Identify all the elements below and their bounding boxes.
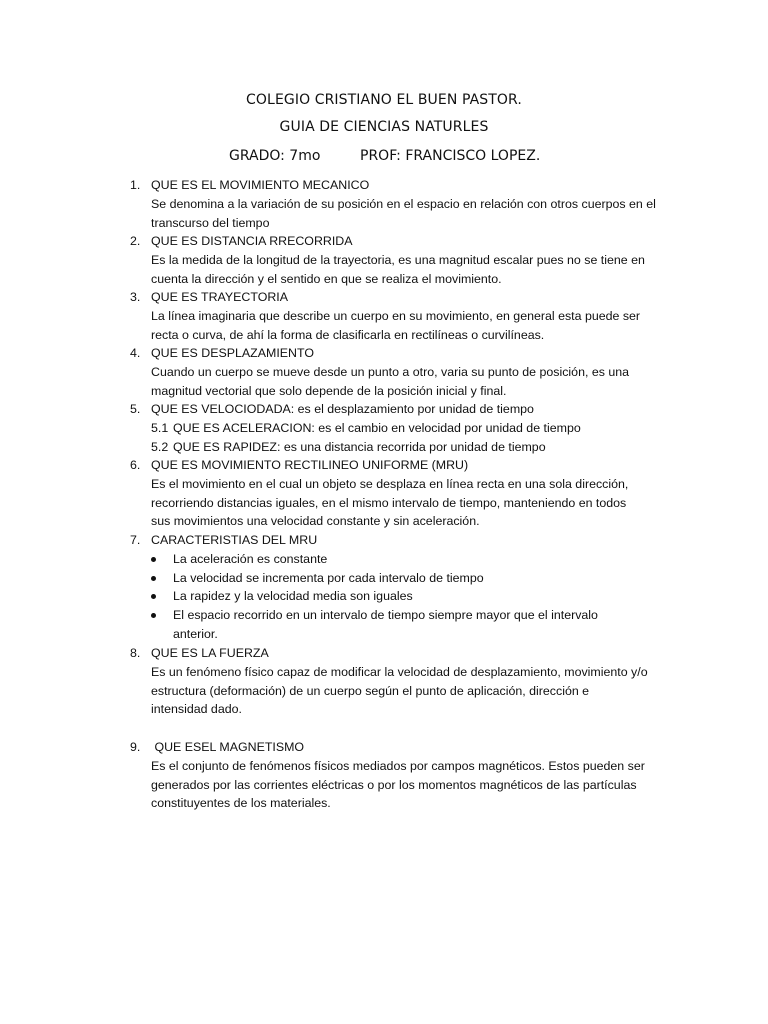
sub-item-5-2 bbox=[151, 438, 670, 457]
bullet-text: El espacio recorrido en un intervalo de tiempo siempre mayor que el intervalo anterior. bbox=[173, 608, 598, 641]
bullet-text: La aceleración es constante bbox=[173, 551, 328, 566]
item-line: Es el conjunto de fenómenos físicos mediados por campos magnéticos. Estos pueden ser bbox=[151, 758, 645, 773]
item-title: QUE ES DESPLAZAMIENTO bbox=[151, 346, 314, 360]
school-name: COLEGIO CRISTIANO EL BUEN PASTOR. bbox=[246, 92, 522, 108]
guide-title: GUIA DE CIENCIAS NATURLES bbox=[279, 119, 489, 135]
item-line: La línea imaginaria que describe un cuerpo en su movimiento, en general esta puede ser bbox=[151, 308, 641, 323]
item-line: Es un fenómeno físico capaz de modificar la velocidad de desplazamiento, movimiento y/o bbox=[151, 664, 648, 679]
item-number: 5. bbox=[130, 402, 141, 416]
item-title: QUE ES TRAYECTORIA bbox=[151, 290, 289, 304]
item-number: 3. bbox=[130, 290, 141, 304]
sub-item-number: 5.1 bbox=[151, 420, 169, 435]
list-item-7 bbox=[130, 531, 670, 644]
item-line: cuenta la dirección y el sentido en que se realiza el movimiento. bbox=[151, 271, 502, 286]
item-number: 9. bbox=[130, 740, 141, 754]
bullet-icon bbox=[151, 576, 156, 581]
item-title: QUE ESEL MAGNETISMO bbox=[151, 740, 305, 754]
item-line: magnitud vectorial que solo depende de la posición inicial y final. bbox=[151, 383, 507, 398]
bullet-item bbox=[151, 606, 670, 644]
item-line: transcurso del tiempo bbox=[151, 215, 270, 230]
characteristics-list bbox=[151, 550, 670, 644]
bullet-icon bbox=[151, 557, 156, 562]
bullet-icon bbox=[151, 594, 156, 599]
sub-item-text: QUE ES RAPIDEZ: es una distancia recorrida por unidad de tiempo bbox=[173, 439, 546, 454]
sub-item-number: 5.2 bbox=[151, 439, 169, 454]
item-title: QUE ES MOVIMIENTO RECTILINEO UNIFORME (MRU) bbox=[151, 458, 469, 472]
item-title: QUE ES LA FUERZA bbox=[151, 646, 269, 660]
list-item-9 bbox=[130, 738, 670, 813]
item-number: 1. bbox=[130, 178, 141, 192]
list-item-5 bbox=[130, 400, 670, 456]
item-title: QUE ES VELOCIODADA: es el desplazamiento por unidad de tiempo bbox=[151, 402, 534, 416]
item-number: 4. bbox=[130, 346, 141, 360]
item-line: Cuando un cuerpo se mueve desde un punto a otro, varia su punto de posición, es una bbox=[151, 364, 630, 379]
item-line: Es el movimiento en el cual un objeto se desplaza en línea recta en una sola dirección, bbox=[151, 476, 629, 491]
sub-item-5-1 bbox=[151, 419, 670, 438]
item-title: QUE ES DISTANCIA RRECORRIDA bbox=[151, 234, 353, 248]
item-number: 2. bbox=[130, 234, 141, 248]
bullet-text: La rapidez y la velocidad media son iguales bbox=[173, 589, 413, 604]
item-line: Es la medida de la longitud de la trayectoria, es una magnitud escalar pues no se tiene en bbox=[151, 252, 645, 267]
teacher-label: PROF: FRANCISCO LOPEZ. bbox=[360, 148, 541, 164]
list-item-6 bbox=[130, 456, 670, 531]
list-item-8 bbox=[130, 644, 670, 719]
sub-item-text: QUE ES ACELERACION: es el cambio en velocidad por unidad de tiempo bbox=[173, 420, 581, 435]
item-line: sus movimientos una velocidad constante y sin aceleración. bbox=[151, 514, 480, 529]
item-title: QUE ES EL MOVIMIENTO MECANICO bbox=[151, 178, 370, 192]
bullet-text: La velocidad se incrementa por cada intervalo de tiempo bbox=[173, 570, 484, 585]
item-line: recorriendo distancias iguales, en el mismo intervalo de tiempo, manteniendo en todos bbox=[151, 495, 627, 510]
item-line: recta o curva, de ahí la forma de clasificarla en rectilíneas o curvilíneas. bbox=[151, 327, 545, 342]
list-item-4 bbox=[130, 344, 670, 400]
item-line: intensidad dado. bbox=[151, 702, 242, 717]
list-item-3 bbox=[130, 288, 670, 344]
item-line: estructura (deformación) de un cuerpo según el punto de aplicación, dirección e bbox=[151, 683, 590, 698]
list-item-2 bbox=[130, 232, 670, 288]
item-line: generados por las corrientes eléctricas o por los momentos magnéticos de las partículas bbox=[151, 777, 637, 792]
item-number: 6. bbox=[130, 458, 141, 472]
bullet-icon bbox=[151, 613, 156, 618]
item-title: CARACTERISTIAS DEL MRU bbox=[151, 533, 318, 547]
item-line: constituyentes de los materiales. bbox=[151, 796, 331, 811]
bullet-item bbox=[151, 550, 670, 569]
item-line: Se denomina a la variación de su posición en el espacio en relación con otros cuerpos en el bbox=[151, 196, 656, 211]
bullet-item bbox=[151, 587, 670, 606]
list-item-1 bbox=[130, 176, 670, 232]
bullet-item bbox=[151, 569, 670, 588]
item-number: 7. bbox=[130, 533, 141, 547]
grade-label: GRADO: 7mo bbox=[229, 148, 321, 164]
item-number: 8. bbox=[130, 646, 141, 660]
